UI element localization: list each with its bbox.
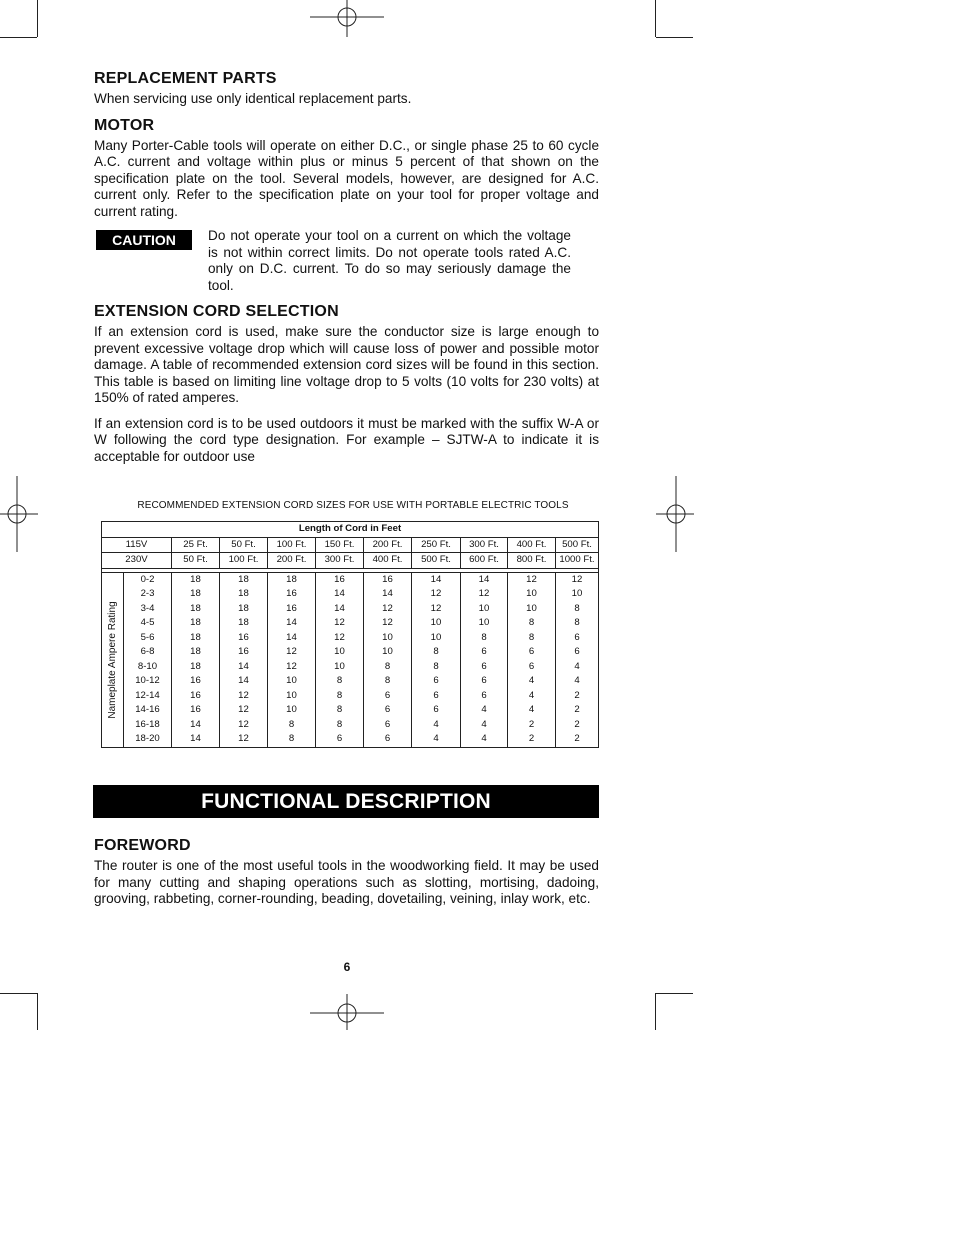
gauge-cell: 6 <box>412 674 461 689</box>
gauge-cell: 4 <box>412 718 461 733</box>
ampere-range-cell: 12-14 <box>124 689 172 704</box>
row-230v-label: 230V <box>102 553 172 569</box>
gauge-cell: 10 <box>461 616 508 631</box>
gauge-cell: 12 <box>461 587 508 602</box>
caution-badge: CAUTION <box>96 230 192 250</box>
gauge-cell: 10 <box>412 616 461 631</box>
row-230v <box>102 553 599 569</box>
table-row <box>102 616 599 631</box>
ampere-range-cell: 3-4 <box>124 602 172 617</box>
gauge-cell: 8 <box>461 631 508 646</box>
registration-mark-left <box>0 476 38 552</box>
ampere-range-cell: 8-10 <box>124 660 172 675</box>
gauge-cell: 6 <box>508 645 556 660</box>
gauge-cell: 8 <box>508 616 556 631</box>
gauge-cell: 4 <box>556 674 599 689</box>
gauge-cell: 14 <box>268 616 316 631</box>
gauge-cell: 14 <box>172 718 220 733</box>
gauge-cell: 14 <box>461 572 508 587</box>
extension-cord-para2: If an extension cord is to be used outdoors it must be marked with the suffix W-A or W following the cord type designation. For example – SJTW-A to indicate it is acceptable for outdoor use <box>94 415 599 464</box>
gauge-cell: 12 <box>316 631 364 646</box>
crop-mark <box>656 993 693 994</box>
gauge-cell: 18 <box>220 616 268 631</box>
crop-mark <box>37 993 38 1030</box>
gauge-cell: 6 <box>364 703 412 718</box>
row-115v <box>102 537 599 553</box>
gauge-cell: 4 <box>508 703 556 718</box>
gauge-cell: 12 <box>268 645 316 660</box>
cord-length-cell: 400 Ft. <box>508 537 556 553</box>
gauge-cell: 6 <box>556 631 599 646</box>
ampere-range-cell: 6-8 <box>124 645 172 660</box>
ampere-range-cell: 0-2 <box>124 572 172 587</box>
foreword-heading: FOREWORD <box>94 837 191 854</box>
gauge-cell: 4 <box>461 732 508 747</box>
table-row <box>102 660 599 675</box>
gauge-cell: 2 <box>556 732 599 747</box>
gauge-cell: 4 <box>412 732 461 747</box>
crop-mark <box>655 993 656 1030</box>
cord-length-cell: 800 Ft. <box>508 553 556 569</box>
gauge-cell: 10 <box>412 631 461 646</box>
gauge-cell: 18 <box>172 660 220 675</box>
replacement-parts-text: When servicing use only identical replacement parts. <box>94 91 412 106</box>
gauge-cell: 18 <box>172 602 220 617</box>
gauge-cell: 16 <box>172 689 220 704</box>
cord-length-cell: 250 Ft. <box>412 537 461 553</box>
gauge-cell: 16 <box>172 674 220 689</box>
length-header: Length of Cord in Feet <box>102 522 599 538</box>
table-row <box>102 718 599 733</box>
cord-length-cell: 200 Ft. <box>364 537 412 553</box>
cord-length-cell: 100 Ft. <box>268 537 316 553</box>
ampere-range-cell: 5-6 <box>124 631 172 646</box>
ampere-range-cell: 14-16 <box>124 703 172 718</box>
cord-length-cell: 300 Ft. <box>461 537 508 553</box>
gauge-cell: 10 <box>268 674 316 689</box>
gauge-cell: 8 <box>556 602 599 617</box>
gauge-cell: 12 <box>508 572 556 587</box>
gauge-cell: 16 <box>268 602 316 617</box>
gauge-cell: 6 <box>461 689 508 704</box>
table-row <box>102 572 599 587</box>
gauge-cell: 8 <box>316 703 364 718</box>
cord-length-cell: 400 Ft. <box>364 553 412 569</box>
gauge-cell: 2 <box>556 718 599 733</box>
gauge-cell: 14 <box>316 602 364 617</box>
gauge-cell: 18 <box>172 587 220 602</box>
extension-cord-table <box>101 521 599 748</box>
motor-heading: MOTOR <box>94 116 155 134</box>
table-row <box>102 587 599 602</box>
crop-mark <box>0 993 37 994</box>
gauge-cell: 10 <box>268 689 316 704</box>
gauge-cell: 4 <box>508 689 556 704</box>
gauge-cell: 14 <box>220 660 268 675</box>
table-caption: RECOMMENDED EXTENSION CORD SIZES FOR USE WITH PORTABLE ELECTRIC TOOLS <box>137 500 569 511</box>
ampere-range-cell: 18-20 <box>124 732 172 747</box>
gauge-cell: 18 <box>268 572 316 587</box>
gauge-cell: 10 <box>461 602 508 617</box>
table-row <box>102 631 599 646</box>
gauge-cell: 12 <box>220 732 268 747</box>
ampere-rating-label: Nameplate Ampere Rating <box>106 600 118 719</box>
cord-length-cell: 50 Ft. <box>172 553 220 569</box>
main-content <box>94 70 599 465</box>
gauge-cell: 18 <box>220 602 268 617</box>
caution-block <box>94 228 599 294</box>
gauge-cell: 6 <box>412 703 461 718</box>
gauge-cell: 6 <box>412 689 461 704</box>
page-number: 6 <box>343 960 351 974</box>
gauge-cell: 2 <box>508 732 556 747</box>
gauge-cell: 14 <box>220 674 268 689</box>
cord-length-cell: 300 Ft. <box>316 553 364 569</box>
gauge-cell: 4 <box>508 674 556 689</box>
gauge-cell: 10 <box>364 645 412 660</box>
gauge-cell: 4 <box>556 660 599 675</box>
gauge-cell: 2 <box>556 689 599 704</box>
replacement-parts-heading: REPLACEMENT PARTS <box>94 70 277 87</box>
gauge-cell: 2 <box>508 718 556 733</box>
registration-mark-top <box>310 0 384 38</box>
gauge-cell: 8 <box>364 660 412 675</box>
gauge-cell: 18 <box>172 631 220 646</box>
gauge-cell: 4 <box>461 718 508 733</box>
gauge-cell: 10 <box>508 587 556 602</box>
gauge-cell: 6 <box>461 660 508 675</box>
length-header-row <box>102 522 599 538</box>
gauge-cell: 8 <box>268 718 316 733</box>
caution-text: Do not operate your tool on a current on which the voltage is not within correct limits. Do not operate tools rated A.C. only on D.C. current. To do so may seriously damage the tool. <box>208 228 571 293</box>
gauge-cell: 16 <box>268 587 316 602</box>
gauge-cell: 12 <box>220 703 268 718</box>
cord-length-cell: 25 Ft. <box>172 537 220 553</box>
gauge-cell: 6 <box>364 732 412 747</box>
gauge-cell: 10 <box>556 587 599 602</box>
row-115v-label: 115V <box>102 537 172 553</box>
gauge-cell: 10 <box>508 602 556 617</box>
gauge-cell: 12 <box>316 616 364 631</box>
gauge-cell: 12 <box>412 587 461 602</box>
gauge-cell: 6 <box>461 674 508 689</box>
cord-length-cell: 150 Ft. <box>316 537 364 553</box>
ampere-range-cell: 2-3 <box>124 587 172 602</box>
gauge-cell: 18 <box>172 616 220 631</box>
registration-mark-bottom <box>310 994 384 1030</box>
gauge-cell: 6 <box>316 732 364 747</box>
registration-mark-right <box>656 476 694 552</box>
cord-length-cell: 100 Ft. <box>220 553 268 569</box>
foreword-section <box>94 837 599 908</box>
gauge-cell: 8 <box>556 616 599 631</box>
cord-length-cell: 50 Ft. <box>220 537 268 553</box>
gauge-cell: 12 <box>364 616 412 631</box>
crop-mark <box>656 37 693 38</box>
gauge-cell: 16 <box>220 631 268 646</box>
crop-mark <box>37 0 38 37</box>
gauge-cell: 8 <box>316 718 364 733</box>
gauge-cell: 6 <box>364 689 412 704</box>
gauge-cell: 18 <box>220 587 268 602</box>
gauge-cell: 6 <box>556 645 599 660</box>
cord-length-cell: 600 Ft. <box>461 553 508 569</box>
cord-length-cell: 500 Ft. <box>412 553 461 569</box>
gauge-cell: 6 <box>364 718 412 733</box>
crop-mark <box>0 37 37 38</box>
gauge-cell: 10 <box>316 645 364 660</box>
extension-cord-heading: EXTENSION CORD SELECTION <box>94 303 339 320</box>
crop-mark <box>655 0 656 37</box>
gauge-cell: 14 <box>364 587 412 602</box>
gauge-cell: 4 <box>461 703 508 718</box>
gauge-cell: 8 <box>508 631 556 646</box>
table-row <box>102 645 599 660</box>
gauge-cell: 6 <box>508 660 556 675</box>
gauge-cell: 8 <box>268 732 316 747</box>
table-row <box>102 689 599 704</box>
gauge-cell: 16 <box>220 645 268 660</box>
motor-text: Many Porter-Cable tools will operate on either D.C., or single phase 25 to 60 cycle A.C. current and voltage within plus or minus 5 percent of that shown on the specification plate on the tool. Several models, however, are designed for A.C. current only. Refer to the specification plate on your tool for proper voltage and current rating. <box>94 137 599 219</box>
gauge-cell: 12 <box>220 689 268 704</box>
cord-length-cell: 1000 Ft. <box>556 553 599 569</box>
table-row <box>102 602 599 617</box>
ampere-range-cell: 10-12 <box>124 674 172 689</box>
gauge-cell: 14 <box>172 732 220 747</box>
foreword-text: The router is one of the most useful tools in the woodworking field. It may be used for many cutting and shaping operations such as slotting, mortising, dadoing, grooving, rabbeting, corner-rounding, beading, dovetailing, veining, inlay work, etc. <box>94 858 599 906</box>
gauge-cell: 10 <box>316 660 364 675</box>
ampere-range-cell: 16-18 <box>124 718 172 733</box>
gauge-cell: 14 <box>316 587 364 602</box>
gauge-cell: 8 <box>316 689 364 704</box>
table-row <box>102 674 599 689</box>
gauge-cell: 12 <box>556 572 599 587</box>
cord-length-cell: 500 Ft. <box>556 537 599 553</box>
gauge-cell: 10 <box>268 703 316 718</box>
table-row <box>102 732 599 747</box>
gauge-cell: 14 <box>412 572 461 587</box>
functional-description-banner: FUNCTIONAL DESCRIPTION <box>93 785 599 818</box>
gauge-cell: 8 <box>412 660 461 675</box>
gauge-cell: 18 <box>172 645 220 660</box>
gauge-cell: 16 <box>316 572 364 587</box>
gauge-cell: 8 <box>316 674 364 689</box>
cord-length-cell: 200 Ft. <box>268 553 316 569</box>
ampere-range-cell: 4-5 <box>124 616 172 631</box>
gauge-cell: 8 <box>364 674 412 689</box>
gauge-cell: 10 <box>364 631 412 646</box>
gauge-cell: 16 <box>172 703 220 718</box>
gauge-cell: 6 <box>461 645 508 660</box>
gauge-cell: 12 <box>268 660 316 675</box>
table-row <box>102 703 599 718</box>
gauge-cell: 12 <box>364 602 412 617</box>
ampere-rating-label-cell <box>102 572 124 747</box>
gauge-cell: 2 <box>556 703 599 718</box>
gauge-cell: 14 <box>268 631 316 646</box>
extension-cord-para1: If an extension cord is used, make sure the conductor size is large enough to prevent excessive voltage drop which will cause loss of power and possible motor damage. A table of recommended extension cord sizes will be found in this section. This table is based on limiting line voltage drop to 5 volts (10 volts for 230 volts) at 150% of rated amperes. <box>94 324 599 405</box>
gauge-cell: 16 <box>364 572 412 587</box>
gauge-cell: 18 <box>172 572 220 587</box>
gauge-cell: 12 <box>220 718 268 733</box>
gauge-cell: 8 <box>412 645 461 660</box>
gauge-cell: 18 <box>220 572 268 587</box>
gauge-cell: 12 <box>412 602 461 617</box>
